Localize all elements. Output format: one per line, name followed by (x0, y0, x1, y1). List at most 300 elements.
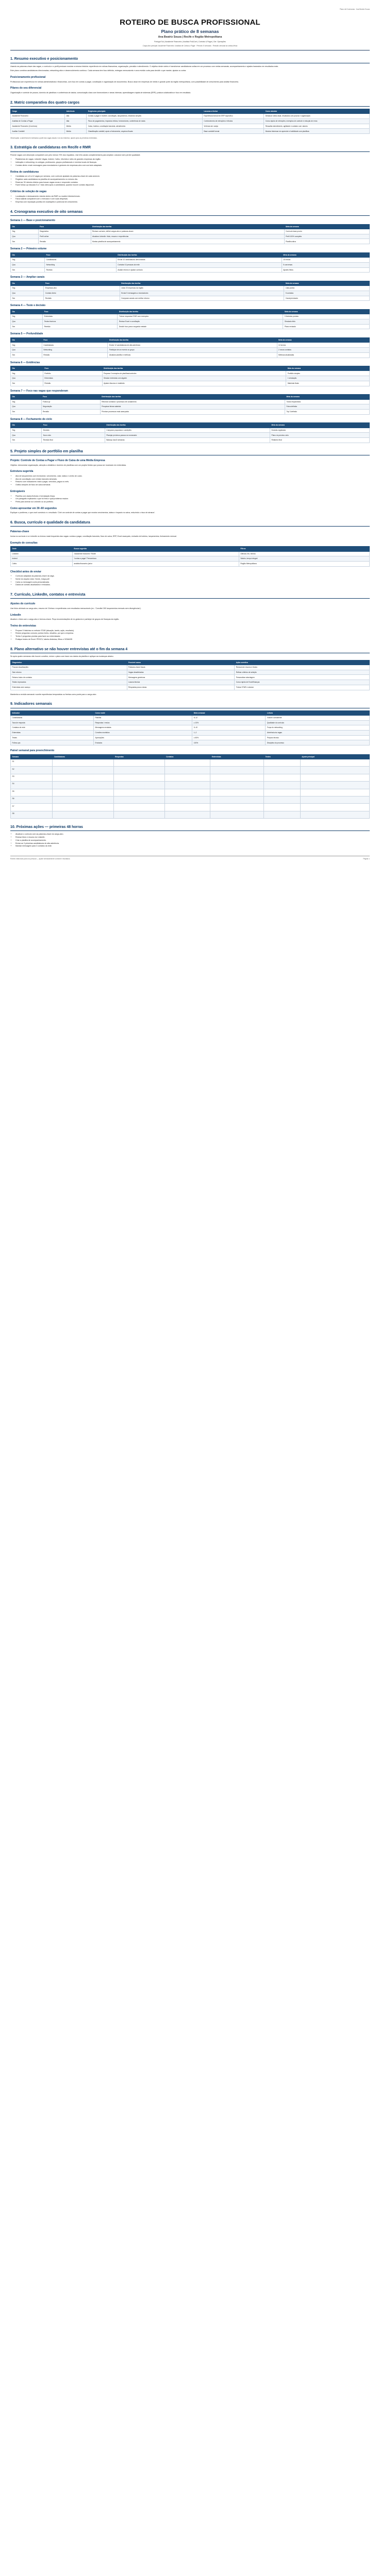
bullet-list (10, 158, 370, 166)
fill-in-cell[interactable] (300, 767, 369, 774)
table-header: Onde (11, 547, 73, 551)
cell: Negociação (41, 404, 100, 410)
cell: Atualizar planilha e métricas (108, 352, 277, 358)
fill-in-cell[interactable] (164, 804, 210, 811)
cell: Revisar currículo, definir cargos-alvo e palavras-chave (91, 229, 284, 234)
fill-in-cell[interactable] (210, 789, 264, 796)
table-header: Candidaturas (53, 754, 113, 759)
cell: Mostrar interesse em aprender e habilidade com planilhas (264, 129, 370, 134)
list-item: • Mandar mensagem para 3 contatos da rede. (15, 845, 370, 848)
table-header: Aderência (65, 109, 87, 113)
list-item: • Carta ou mensagem curta personalizada. (15, 581, 370, 584)
list-item: • Plataformas de vagas: LinkedIn Vagas, Indeed, Catho, InfoJobs e sites de grandes empresas da região. (15, 158, 370, 161)
cell: Seg (11, 286, 44, 291)
table-note: Observação: a aderência foi estimada a partir das vagas atuais e do seu histórico; ajuste após as primeiras entrevistas. (10, 137, 97, 140)
table-header: Meta da semana (270, 423, 370, 428)
page-number: Página 1 (363, 858, 370, 860)
subsection-title: LinkedIn (10, 613, 21, 617)
cell: Sem retorno (11, 670, 127, 675)
paragraph: Usando as palavras-chave das vagas, o currículo e o perfil precisam mostrar a mesma história: experiência em rotinas financeiras, organização, precisão e atendimento. O objetivo deste roteiro é transformar candidaturas soltas em um processo com metas semanais, acompanhamento e ajustes baseados em resultados reais. (10, 65, 279, 67)
cell: 1 simulação (286, 376, 370, 381)
cell: Participar de um evento ou grupo (108, 348, 277, 353)
paragraph: Atualize o título com o cargo-alvo e termos-chave. Peça recomendações de ex-gestores e participe de grupos de finanças da região. (10, 618, 120, 621)
cell: Currículo base pronto (284, 229, 369, 234)
cell: Seg (11, 229, 39, 234)
cell: Sex (11, 410, 42, 415)
list-item: • Resumo com indicadores: total a pagar, vencidos, pagos no mês. (15, 481, 370, 483)
top-label (10, 8, 370, 10)
fill-in-cell[interactable] (53, 782, 113, 789)
week-table (10, 224, 370, 245)
fill-in-cell[interactable] (113, 804, 164, 811)
header-rule (10, 50, 370, 51)
cell: Ajustar discurso e materiais (102, 381, 286, 386)
fill-in-cell[interactable] (164, 796, 210, 803)
table-row (11, 381, 370, 386)
fill-in-cell[interactable] (164, 782, 210, 789)
fill-in-cell[interactable] (300, 804, 369, 811)
fill-in-cell[interactable] (300, 774, 369, 781)
fill-in-cell[interactable] (264, 796, 301, 803)
cell: Decisão (42, 428, 105, 433)
fill-in-cell[interactable] (300, 759, 369, 767)
table-header: Lacunas a fechar (202, 109, 263, 113)
table-row (11, 428, 370, 433)
fill-in-cell[interactable] (164, 811, 210, 818)
paragraph: Explique o problema, o que você construiu e o resultado: 'Criei um controle de contas a pagar que mostra vencimentos, status e impacto no caixa, reduzindo o risco de atrasos'. (10, 512, 155, 514)
fill-in-cell[interactable] (210, 759, 264, 767)
paragraph: Mantenha a revisão semanal e aceite experiências temporárias ou freelas como ponte para o cargo-alvo. (10, 693, 97, 696)
document-title: ROTEIRO DE BUSCA PROFISSIONAL (120, 18, 260, 27)
list-item: • Faixa salarial compatível com o mercado e com suas despesas. (15, 198, 370, 200)
cell: Testes reprovados (11, 680, 127, 685)
cell: Assistente Financeiro (Comércio) (11, 124, 65, 129)
cell: Revisão (43, 381, 102, 386)
fill-in-cell[interactable] (300, 782, 369, 789)
table-row (11, 129, 370, 134)
fill-in-cell[interactable] (264, 811, 301, 818)
fill-in-cell[interactable] (113, 759, 164, 767)
cell: Enviar 12 candidaturas de alta aderência (108, 343, 277, 348)
table-header: Meta da semana (284, 281, 370, 285)
table-header: Cargo (11, 109, 65, 113)
cell: 5 conversas (282, 262, 369, 267)
table-header: Distribuição das tarefas (100, 395, 285, 399)
panel-header-row (11, 754, 370, 759)
table-header: Contatos (164, 754, 210, 759)
cell: Classificação contábil, apoio a fechamento, arquivos fiscais (87, 129, 203, 134)
cell: Decisão registrada (270, 428, 370, 433)
fill-in-cell[interactable] (210, 804, 264, 811)
table-row (11, 433, 370, 438)
cell: Seg (11, 258, 45, 263)
fill-in-cell[interactable] (53, 767, 113, 774)
table-row (11, 774, 370, 781)
cell: Lacuna técnica (127, 680, 235, 685)
cell: Avaliar retorno e ajustar currículo (116, 267, 282, 273)
cell: Vagas desalinhadas (127, 670, 235, 675)
fill-in-cell[interactable] (113, 774, 164, 781)
table-row (11, 258, 370, 263)
fill-in-cell[interactable] (113, 789, 164, 796)
subsection-title: Critérios de seleção de vagas (10, 190, 47, 194)
cell: Seg (11, 399, 42, 404)
cell: Revisão (42, 352, 108, 358)
table-header: Entrevistas (210, 754, 264, 759)
cell: Listar 20 empresas da região (120, 286, 284, 291)
cell: Média (65, 124, 87, 129)
cell: Retomar contatos e processos em andamento (100, 399, 285, 404)
table-row (11, 234, 370, 239)
table-row (11, 118, 370, 124)
cell: Perfil online (38, 234, 91, 239)
cell: Contatar 10 pessoas da rede (116, 262, 282, 267)
table-header: Diagnóstico (11, 660, 127, 665)
cell: Follow-up (41, 399, 100, 404)
cell: Curso rápido de Excel/finanças (235, 680, 370, 685)
table-header: Dia (11, 338, 42, 343)
list-item: • Fazer follow-up educado 5 a 7 dias úteis após a candidatura, quando houver contato disponível. (15, 184, 370, 187)
paragraph: Inclua no currículo e no LinkedIn os termos mais frequentes das vagas: contas a pagar, conciliação bancária, fluxo de caixa, ERP, Excel avançado, emissão de boletos, lançamentos, fechamento mensal. (10, 535, 177, 537)
fill-in-cell[interactable] (210, 774, 264, 781)
list-item: • Enviar as 3 primeiras candidaturas de alta aderência. (15, 842, 370, 845)
fill-in-cell[interactable] (53, 774, 113, 781)
fill-in-cell[interactable] (264, 789, 301, 796)
fill-in-cell[interactable] (113, 767, 164, 774)
section-title: 2. Matriz comparativa dos quatro cargos (10, 100, 370, 107)
cell: 8–12 (192, 715, 266, 720)
table-row (11, 735, 370, 740)
paragraph: Priorize vagas com descrição compatível com pelo menos 70% dos requisitos. Use três canais complementares para ampliar o alcance sem perder qualidade. (10, 154, 141, 156)
list-item: • Contato direto: envie mensagem para recrutadores e gestores de empresas-alvo com currículo adaptado. (15, 164, 370, 167)
list-item: • Revise perguntas comuns: pontos fortes, desafios, por que a empresa. (15, 632, 370, 635)
table-row (11, 348, 370, 353)
list-item: • Aba de lançamentos com fornecedor, vencimento, valor, status e centro de custo. (15, 475, 370, 478)
list-item: • Atualizar o currículo com as palavras-chave do cargo-alvo. (15, 833, 370, 836)
cell: Seg (11, 314, 43, 319)
cell: Networking (42, 348, 108, 353)
week-label-cell: S3 (11, 774, 53, 781)
fill-in-cell[interactable] (113, 782, 164, 789)
table-header: Exigências principais (87, 109, 203, 113)
cell: Base contábil formal (202, 129, 263, 134)
cell: Entrevistas (11, 731, 94, 736)
table-header: Distribuição das tarefas (120, 281, 284, 285)
table-row (11, 296, 370, 301)
cell: Respostas / envios (94, 720, 192, 725)
cell: Aprovações (94, 735, 192, 740)
cell: Comparar canais com melhor retorno (120, 296, 284, 301)
fill-in-cell[interactable] (164, 774, 210, 781)
table-header: Respostas (113, 754, 164, 759)
table-row (11, 376, 370, 381)
cell: Caixa, boletos, conciliação bancária, atendimento (87, 124, 203, 129)
fill-in-cell[interactable] (53, 796, 113, 803)
table-row (11, 665, 370, 670)
list-item: • Registrar cada candidatura na planilha de acompanhamento no mesmo dia. (15, 178, 370, 181)
cell: ≥ 10% (192, 720, 266, 725)
table-header: Foco (45, 252, 117, 257)
week-table (10, 337, 370, 358)
cell: Pesquisar faixas salariais (100, 404, 285, 410)
cell: Seg (11, 343, 42, 348)
cell: Vivência em varejo (202, 124, 263, 129)
cell: Últimas 24h, híbrido (239, 551, 369, 556)
cell: Ressaltar atendimento, agilidade e cuidado com valores (264, 124, 370, 129)
table-header: Meta da semana (277, 338, 369, 343)
table-header: Distribuição das tarefas (105, 423, 270, 428)
table-header: Leitura (266, 710, 370, 715)
table-row (11, 324, 370, 329)
list-item: • Indicação e networking: ex-colegas, professores, grupos profissionais e eventos locais de finanças. (15, 161, 370, 164)
bullet-list (10, 833, 370, 848)
cell: Seg (11, 428, 42, 433)
table-row (11, 556, 370, 562)
subsection-title: Painel semanal para preenchimento (10, 749, 55, 753)
subsection-title: Posicionamento profissional (10, 76, 46, 79)
fill-in-cell[interactable] (300, 789, 369, 796)
table-row (11, 267, 370, 273)
cell: Destacar rotina atual, resultados com prazos e organização (264, 114, 370, 119)
meta-line: Portugal Sul | Assistente Financeiro | Analista Fin&Cont | Contrato & Pagar | Ger. Operações (154, 41, 226, 43)
cell: Candidaturas (42, 343, 108, 348)
list-item: • Aba de conciliação com extrato bancário simulado. (15, 478, 370, 481)
cell: Portfólio simples (286, 371, 370, 376)
list-item: • Pratique testes de Excel: PROCV, tabela dinâmica, filtros e SOMASE. (15, 638, 370, 641)
weeks-container (10, 219, 370, 443)
table-header: Meta da semana (284, 224, 369, 229)
table-row (11, 239, 370, 244)
table-row (11, 352, 370, 358)
cell: Sex (11, 296, 44, 301)
week-title: Semana 2 — Primeiro volume (10, 247, 47, 251)
table-row (11, 438, 370, 443)
fill-in-cell[interactable] (210, 782, 264, 789)
table-row (11, 399, 370, 404)
cell: ≥ 60% (192, 735, 266, 740)
cell: Simular entrevista com alguém (102, 376, 286, 381)
fill-in-cell[interactable] (113, 796, 164, 803)
week-label-cell: S6 (11, 796, 53, 803)
cell: Priorizar processos mais avançados (100, 410, 285, 415)
cell: Treinar STAR e simular (235, 685, 370, 690)
cell: Todos respondidos (285, 399, 369, 404)
section-title: 8. Plano alternativo se não houver entrevistas até o fim da semana 4 (10, 647, 370, 653)
cell: Revisão final (42, 438, 105, 443)
cell: 5–10 (192, 725, 266, 731)
fill-in-cell[interactable] (300, 796, 369, 803)
list-item: • Planilha com dados fictícios e formatação limpa. (15, 495, 370, 498)
cell: Materiais finais (286, 381, 370, 386)
table-row (11, 124, 370, 129)
cell: Qualidade do currículo (266, 720, 370, 725)
cell: Canal priorizado (284, 296, 370, 301)
week-table (10, 366, 370, 386)
table-row (11, 796, 370, 803)
table-header: Semana (11, 754, 53, 759)
cell: 2 novos contatos (277, 348, 369, 353)
section-title: 3. Estratégia de candidaturas em Recife e RMR (10, 145, 370, 151)
cell: Contas a pagar e receber, conciliação, lançamentos, relatórios simples (87, 114, 203, 119)
fill-in-cell[interactable] (210, 796, 264, 803)
subsection-title: Palavras-chave (10, 530, 29, 534)
table-row (11, 319, 370, 325)
table-row (11, 731, 370, 736)
cell: analista financeiro júnior (72, 561, 239, 566)
table-header: Dia (11, 366, 43, 371)
week-label-cell: S2 (11, 767, 53, 774)
fill-in-cell[interactable] (164, 767, 210, 774)
cell: 5 histórias prontas (283, 314, 370, 319)
table-header: Meta da semana (282, 252, 369, 257)
list-item: • Um parágrafo explicando o que foi feito e qual problema resolve. (15, 498, 370, 500)
week-label-cell: S8 (11, 811, 53, 818)
cell: Sex (11, 381, 43, 386)
week-table (10, 252, 370, 273)
cell: Respostas pouco claras (127, 685, 235, 690)
cell: Qua (11, 262, 45, 267)
table-row (11, 782, 370, 789)
table-row (11, 685, 370, 690)
subsection-title: Como apresentar em 30–60 segundos (10, 506, 57, 510)
cell: Qua (11, 234, 39, 239)
fill-in-cell[interactable] (53, 811, 113, 818)
table-header: Dia (11, 309, 43, 314)
section-title: 5. Projeto simples de portfólio em planilha (10, 449, 370, 455)
fill-in-cell[interactable] (264, 767, 301, 774)
week-label-cell: S7 (11, 804, 53, 811)
table-row (11, 291, 370, 296)
table-header: Como abordar (264, 109, 370, 113)
list-item: • Candidatar-se a 8 a 12 vagas por semana, com currículo ajustado às palavras-chave de cada anúncio. (15, 175, 370, 178)
cell: Sex (11, 324, 43, 329)
bullet-list (10, 175, 370, 187)
cell: Perfil 100% completo (284, 234, 369, 239)
table-header: Foco (42, 338, 108, 343)
cell: Candidaturas (11, 715, 94, 720)
cell: LinkedIn (11, 551, 73, 556)
list-item: • Prepare 5 histórias no método STAR (situação, tarefa, ação, resultado). (15, 630, 370, 632)
cell: Aderência às vagas (266, 731, 370, 736)
table-row (11, 314, 370, 319)
table-row (11, 670, 370, 675)
cell: Qua (11, 291, 44, 296)
section-title: 7. Currículo, LinkedIn, contatos e entrevista (10, 592, 370, 599)
fill-in-cell[interactable] (53, 789, 113, 796)
cell: 12 envios (277, 343, 369, 348)
list-item: • Currículo adaptado às palavras-chave da vaga. (15, 575, 370, 578)
fill-in-cell[interactable] (53, 804, 113, 811)
cell: Mensagens genéricas (127, 675, 235, 680)
cell: 100% (192, 740, 266, 745)
table-header: Meta semanal (192, 710, 266, 715)
query-table (10, 546, 370, 567)
table-header: Possível causa (127, 660, 235, 665)
bullet-list (10, 630, 370, 641)
fill-in-cell[interactable] (264, 782, 301, 789)
cell: "contas a pagar" Pernambuco (72, 556, 239, 562)
week-title: Semana 1 — Base e posicionamento (10, 219, 55, 223)
cell: Mensagens enviadas (94, 725, 192, 731)
paragraph: Objetivo: demonstrar organização, atenção a detalhes e domínio de planilhas com um projeto fictício que possa ser mostrado em entrevistas. (10, 464, 127, 466)
document-subtitle: Plano prático de 8 semanas (161, 29, 219, 35)
fill-in-cell[interactable] (53, 759, 113, 767)
table-row (11, 804, 370, 811)
cell: Média (65, 129, 87, 134)
cell: Assistente Financeiro (11, 114, 65, 119)
week-title: Semana 4 — Teste e decisão (10, 304, 45, 308)
cell: Decidir foco para a segunda metade (118, 324, 283, 329)
fill-in-cell[interactable] (264, 774, 301, 781)
cell: Diagnóstico (38, 229, 91, 234)
cell: Treinar respostas STAR com exemplos (118, 314, 283, 319)
fill-in-cell[interactable] (264, 759, 301, 767)
subsection-title: Estrutura sugerida (10, 470, 34, 473)
cell: Personalizar abordagem (235, 675, 370, 680)
person-line: Ana Beatriz Souza | Recife e Região Metropolitana (158, 36, 222, 39)
footer-left: Roteiro elaborado para uso pessoal — ajuste semanalmente conforme resultados. (10, 858, 71, 860)
fill-in-cell[interactable] (164, 789, 210, 796)
section-title: 4. Cronograma executivo de oito semanas (10, 210, 370, 216)
cell: Sex (11, 239, 39, 244)
cell: Sex (11, 267, 45, 273)
table-header: Filtros (239, 547, 369, 551)
table-header: Dia (11, 423, 42, 428)
week-table (10, 422, 370, 443)
week-table (10, 394, 370, 415)
weekly-panel-table (10, 754, 370, 819)
matrix-table (10, 109, 370, 134)
cell: Empresas-alvo (44, 286, 120, 291)
fill-in-cell[interactable] (210, 811, 264, 818)
page (10, 0, 370, 872)
cell: Contatos de rede (11, 725, 94, 731)
table-header: Foco (44, 281, 120, 285)
cell: Indeed (11, 556, 73, 562)
table-header: Busca sugerida (72, 547, 239, 551)
table-row (11, 343, 370, 348)
fill-in-cell[interactable] (164, 759, 210, 767)
table-header: Distribuição das tarefas (108, 338, 277, 343)
cell: Qua (11, 348, 42, 353)
week-table (10, 281, 370, 301)
cell: Seg (11, 371, 43, 376)
fill-in-cell[interactable] (210, 767, 264, 774)
cell: Revisão (44, 296, 120, 301)
week-table (10, 309, 370, 330)
cell: Retorno baixo de contatos (11, 675, 127, 680)
cell: Ajustes feitos (282, 267, 369, 273)
cell: Entrevistas (43, 314, 118, 319)
week-title: Semana 6 — Evidências (10, 361, 40, 364)
cell: Simulado feito (283, 319, 370, 325)
table-header: Distribuição das tarefas (91, 224, 284, 229)
cell: Revisão (45, 267, 117, 273)
week-title: Semana 3 — Ampliar canais (10, 276, 45, 279)
table-row (11, 767, 370, 774)
table-row (11, 789, 370, 796)
table-row (11, 811, 370, 818)
cell: Atualizar LinkedIn: título, resumo e experiências (91, 234, 284, 239)
section-title: 10. Próximas ações — primeiras 48 horras (10, 825, 370, 831)
fill-in-cell[interactable] (113, 811, 164, 818)
table-header: Distribuição das tarefas (118, 309, 283, 314)
table-row (11, 725, 370, 731)
fill-in-cell[interactable] (264, 804, 301, 811)
fill-in-cell[interactable] (300, 811, 369, 818)
table-row (11, 229, 370, 234)
table-header: Foco (42, 423, 105, 428)
